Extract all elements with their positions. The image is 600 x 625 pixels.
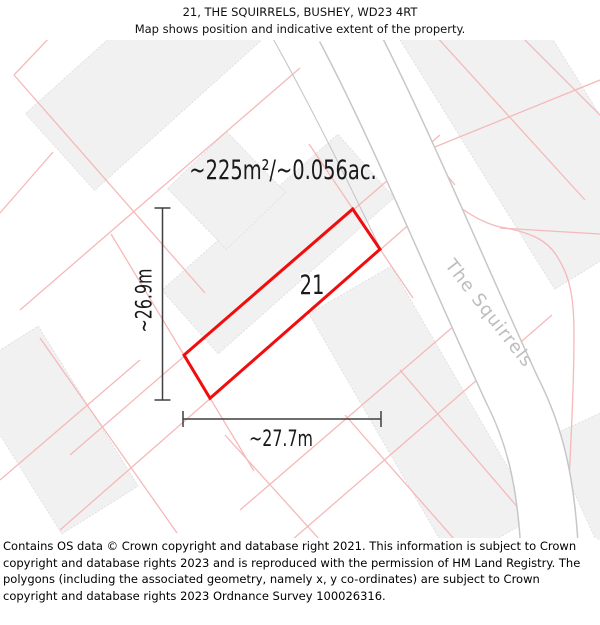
road-name-label: The Squirrels xyxy=(440,255,538,372)
plot-number-label: 21 xyxy=(299,270,325,301)
building-footprint xyxy=(0,326,138,534)
parcel-line xyxy=(0,152,53,213)
dimension-height-label: ~26.9m xyxy=(132,268,158,333)
page-title: 21, THE SQUIRRELS, BUSHEY, WD23 4RT xyxy=(182,5,418,19)
dimension-width-label: ~27.7m xyxy=(249,427,313,452)
parcel-line xyxy=(14,40,52,75)
page-subtitle: Map shows position and indicative extent of the property. xyxy=(134,21,466,36)
area-label: ~225m²/~0.056ac. xyxy=(189,155,377,186)
copyright-notice: Contains OS data © Crown copyright and database right 2021. This information is subject to Crown copyright and database rights 2023 and is reproduced with the permission of HM Land Registry. The polygons (including the associated geometry, namely x, y co-ordinates) are subject to Crown copyright and database rights 2023 Ordnance Survey 100026316. xyxy=(3,538,597,605)
